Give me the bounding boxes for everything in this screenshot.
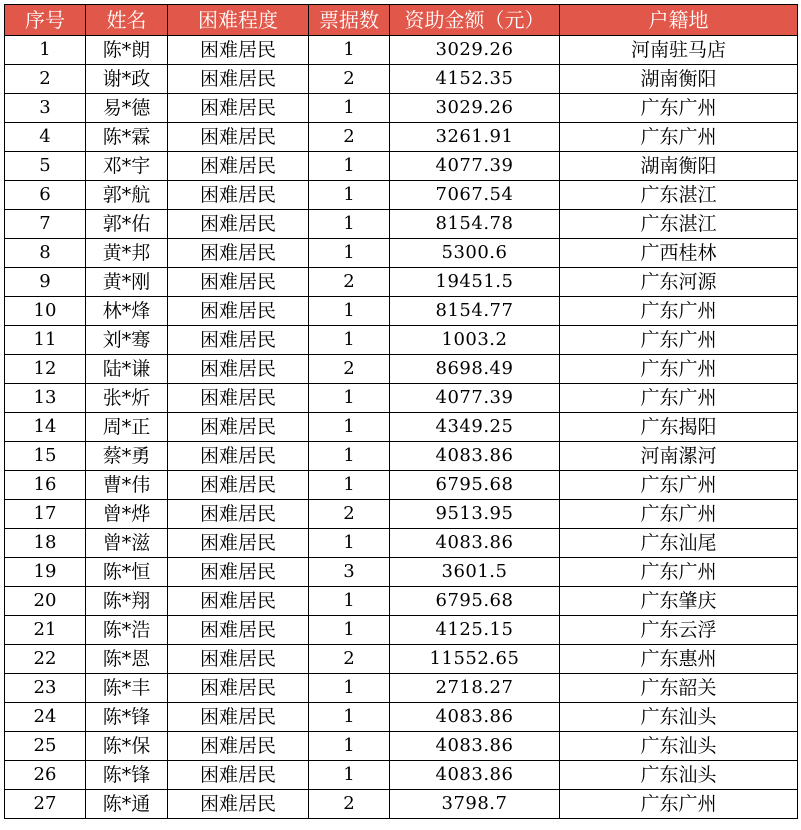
cell-amount: 2718.27 xyxy=(390,674,560,703)
cell-difficulty: 困难居民 xyxy=(168,239,309,268)
cell-name: 陈*丰 xyxy=(86,674,168,703)
cell-index: 5 xyxy=(5,152,86,181)
cell-difficulty: 困难居民 xyxy=(168,355,309,384)
cell-amount: 4083.86 xyxy=(390,761,560,790)
table-row xyxy=(5,587,798,616)
cell-receipts: 2 xyxy=(309,790,390,819)
cell-domicile: 广东肇庆 xyxy=(560,587,798,616)
table-row xyxy=(5,36,798,65)
cell-receipts: 1 xyxy=(309,326,390,355)
cell-difficulty: 困难居民 xyxy=(168,471,309,500)
cell-receipts: 2 xyxy=(309,355,390,384)
cell-name: 谢*政 xyxy=(86,65,168,94)
cell-difficulty: 困难居民 xyxy=(168,181,309,210)
cell-name: 陈*恒 xyxy=(86,558,168,587)
cell-receipts: 1 xyxy=(309,761,390,790)
cell-receipts: 2 xyxy=(309,268,390,297)
cell-name: 蔡*勇 xyxy=(86,442,168,471)
cell-index: 25 xyxy=(5,732,86,761)
cell-domicile: 广东揭阳 xyxy=(560,413,798,442)
cell-amount: 4152.35 xyxy=(390,65,560,94)
cell-difficulty: 困难居民 xyxy=(168,297,309,326)
cell-name: 曹*伟 xyxy=(86,471,168,500)
cell-amount: 5300.6 xyxy=(390,239,560,268)
cell-receipts: 1 xyxy=(309,442,390,471)
cell-receipts: 1 xyxy=(309,181,390,210)
cell-name: 周*正 xyxy=(86,413,168,442)
cell-name: 陈*霖 xyxy=(86,123,168,152)
cell-domicile: 广东广州 xyxy=(560,558,798,587)
cell-receipts: 1 xyxy=(309,210,390,239)
cell-amount: 1003.2 xyxy=(390,326,560,355)
cell-name: 曾*烨 xyxy=(86,500,168,529)
cell-index: 27 xyxy=(5,790,86,819)
cell-difficulty: 困难居民 xyxy=(168,558,309,587)
cell-amount: 7067.54 xyxy=(390,181,560,210)
cell-domicile: 河南驻马店 xyxy=(560,36,798,65)
table-row xyxy=(5,674,798,703)
cell-amount: 8154.78 xyxy=(390,210,560,239)
cell-name: 陈*浩 xyxy=(86,616,168,645)
assistance-table xyxy=(4,4,798,819)
cell-receipts: 1 xyxy=(309,732,390,761)
cell-index: 1 xyxy=(5,36,86,65)
cell-index: 23 xyxy=(5,674,86,703)
cell-receipts: 1 xyxy=(309,529,390,558)
cell-receipts: 1 xyxy=(309,384,390,413)
col-header-index: 序号 xyxy=(5,5,86,36)
table-row xyxy=(5,645,798,674)
cell-name: 张*炘 xyxy=(86,384,168,413)
cell-difficulty: 困难居民 xyxy=(168,36,309,65)
cell-name: 邓*宇 xyxy=(86,152,168,181)
cell-difficulty: 困难居民 xyxy=(168,123,309,152)
cell-index: 6 xyxy=(5,181,86,210)
cell-receipts: 1 xyxy=(309,36,390,65)
col-header-receipts: 票据数 xyxy=(309,5,390,36)
cell-difficulty: 困难居民 xyxy=(168,674,309,703)
header-row xyxy=(5,5,798,36)
cell-difficulty: 困难居民 xyxy=(168,210,309,239)
cell-difficulty: 困难居民 xyxy=(168,94,309,123)
table-row xyxy=(5,558,798,587)
cell-domicile: 广东汕头 xyxy=(560,703,798,732)
table-row xyxy=(5,790,798,819)
cell-difficulty: 困难居民 xyxy=(168,65,309,94)
cell-domicile: 广东广州 xyxy=(560,471,798,500)
cell-receipts: 2 xyxy=(309,65,390,94)
cell-domicile: 河南漯河 xyxy=(560,442,798,471)
cell-domicile: 广东惠州 xyxy=(560,645,798,674)
cell-index: 16 xyxy=(5,471,86,500)
cell-difficulty: 困难居民 xyxy=(168,761,309,790)
cell-amount: 9513.95 xyxy=(390,500,560,529)
cell-domicile: 广东广州 xyxy=(560,384,798,413)
cell-difficulty: 困难居民 xyxy=(168,268,309,297)
cell-amount: 3261.91 xyxy=(390,123,560,152)
cell-amount: 4083.86 xyxy=(390,529,560,558)
cell-receipts: 2 xyxy=(309,500,390,529)
cell-difficulty: 困难居民 xyxy=(168,703,309,732)
cell-name: 黄*刚 xyxy=(86,268,168,297)
cell-domicile: 广东广州 xyxy=(560,500,798,529)
cell-difficulty: 困难居民 xyxy=(168,413,309,442)
table-row xyxy=(5,94,798,123)
table-row xyxy=(5,181,798,210)
cell-index: 10 xyxy=(5,297,86,326)
cell-index: 15 xyxy=(5,442,86,471)
cell-difficulty: 困难居民 xyxy=(168,384,309,413)
cell-index: 13 xyxy=(5,384,86,413)
cell-receipts: 1 xyxy=(309,152,390,181)
cell-receipts: 1 xyxy=(309,471,390,500)
cell-index: 19 xyxy=(5,558,86,587)
cell-domicile: 广东广州 xyxy=(560,790,798,819)
cell-index: 18 xyxy=(5,529,86,558)
cell-domicile: 广东湛江 xyxy=(560,181,798,210)
cell-amount: 4349.25 xyxy=(390,413,560,442)
col-header-difficulty: 困难程度 xyxy=(168,5,309,36)
cell-domicile: 广东河源 xyxy=(560,268,798,297)
table-row xyxy=(5,355,798,384)
cell-receipts: 1 xyxy=(309,239,390,268)
cell-domicile: 广西桂林 xyxy=(560,239,798,268)
cell-difficulty: 困难居民 xyxy=(168,529,309,558)
cell-amount: 11552.65 xyxy=(390,645,560,674)
cell-amount: 4125.15 xyxy=(390,616,560,645)
cell-amount: 4083.86 xyxy=(390,442,560,471)
table-row xyxy=(5,384,798,413)
cell-receipts: 3 xyxy=(309,558,390,587)
table-row xyxy=(5,529,798,558)
cell-domicile: 广东汕头 xyxy=(560,761,798,790)
cell-difficulty: 困难居民 xyxy=(168,732,309,761)
cell-difficulty: 困难居民 xyxy=(168,587,309,616)
cell-domicile: 广东广州 xyxy=(560,94,798,123)
cell-domicile: 广东广州 xyxy=(560,123,798,152)
table-row xyxy=(5,761,798,790)
cell-index: 2 xyxy=(5,65,86,94)
cell-name: 陈*通 xyxy=(86,790,168,819)
cell-index: 14 xyxy=(5,413,86,442)
table-row xyxy=(5,732,798,761)
col-header-name: 姓名 xyxy=(86,5,168,36)
table-row xyxy=(5,413,798,442)
cell-amount: 4077.39 xyxy=(390,152,560,181)
table-row xyxy=(5,210,798,239)
table-row xyxy=(5,123,798,152)
cell-amount: 3601.5 xyxy=(390,558,560,587)
cell-amount: 4083.86 xyxy=(390,732,560,761)
col-header-domicile: 户籍地 xyxy=(560,5,798,36)
cell-receipts: 2 xyxy=(309,123,390,152)
cell-amount: 19451.5 xyxy=(390,268,560,297)
table-row xyxy=(5,471,798,500)
cell-amount: 6795.68 xyxy=(390,587,560,616)
cell-domicile: 广东汕头 xyxy=(560,732,798,761)
cell-difficulty: 困难居民 xyxy=(168,152,309,181)
cell-name: 陈*朗 xyxy=(86,36,168,65)
table-row xyxy=(5,268,798,297)
cell-name: 易*德 xyxy=(86,94,168,123)
cell-amount: 3029.26 xyxy=(390,94,560,123)
cell-domicile: 湖南衡阳 xyxy=(560,65,798,94)
cell-receipts: 1 xyxy=(309,703,390,732)
cell-index: 12 xyxy=(5,355,86,384)
cell-index: 20 xyxy=(5,587,86,616)
cell-name: 陈*翔 xyxy=(86,587,168,616)
cell-domicile: 广东湛江 xyxy=(560,210,798,239)
cell-domicile: 广东云浮 xyxy=(560,616,798,645)
cell-index: 26 xyxy=(5,761,86,790)
cell-amount: 8698.49 xyxy=(390,355,560,384)
cell-amount: 8154.77 xyxy=(390,297,560,326)
cell-name: 陈*保 xyxy=(86,732,168,761)
cell-receipts: 1 xyxy=(309,616,390,645)
cell-difficulty: 困难居民 xyxy=(168,616,309,645)
table-row xyxy=(5,703,798,732)
cell-index: 22 xyxy=(5,645,86,674)
cell-receipts: 1 xyxy=(309,413,390,442)
table-row xyxy=(5,65,798,94)
cell-difficulty: 困难居民 xyxy=(168,500,309,529)
cell-name: 林*烽 xyxy=(86,297,168,326)
cell-index: 21 xyxy=(5,616,86,645)
table-row xyxy=(5,297,798,326)
cell-domicile: 广东广州 xyxy=(560,355,798,384)
cell-amount: 3029.26 xyxy=(390,36,560,65)
cell-difficulty: 困难居民 xyxy=(168,442,309,471)
table-row xyxy=(5,239,798,268)
cell-index: 11 xyxy=(5,326,86,355)
cell-amount: 4077.39 xyxy=(390,384,560,413)
table-row xyxy=(5,616,798,645)
cell-index: 9 xyxy=(5,268,86,297)
table-header xyxy=(5,5,798,36)
cell-name: 郭*佑 xyxy=(86,210,168,239)
cell-index: 17 xyxy=(5,500,86,529)
cell-domicile: 广东汕尾 xyxy=(560,529,798,558)
cell-index: 7 xyxy=(5,210,86,239)
cell-receipts: 2 xyxy=(309,645,390,674)
table-row xyxy=(5,326,798,355)
table-row xyxy=(5,152,798,181)
cell-index: 4 xyxy=(5,123,86,152)
cell-domicile: 广东广州 xyxy=(560,297,798,326)
cell-amount: 3798.7 xyxy=(390,790,560,819)
cell-name: 陈*锋 xyxy=(86,761,168,790)
cell-receipts: 1 xyxy=(309,297,390,326)
cell-name: 刘*骞 xyxy=(86,326,168,355)
cell-name: 郭*航 xyxy=(86,181,168,210)
cell-index: 8 xyxy=(5,239,86,268)
cell-name: 陈*锋 xyxy=(86,703,168,732)
cell-amount: 6795.68 xyxy=(390,471,560,500)
cell-name: 黄*邦 xyxy=(86,239,168,268)
cell-name: 陈*恩 xyxy=(86,645,168,674)
cell-index: 24 xyxy=(5,703,86,732)
table-body xyxy=(5,36,798,819)
cell-domicile: 广东韶关 xyxy=(560,674,798,703)
cell-name: 曾*滋 xyxy=(86,529,168,558)
cell-receipts: 1 xyxy=(309,94,390,123)
table-row xyxy=(5,442,798,471)
cell-difficulty: 困难居民 xyxy=(168,645,309,674)
cell-name: 陆*谦 xyxy=(86,355,168,384)
cell-difficulty: 困难居民 xyxy=(168,326,309,355)
cell-domicile: 湖南衡阳 xyxy=(560,152,798,181)
cell-receipts: 1 xyxy=(309,674,390,703)
cell-domicile: 广东广州 xyxy=(560,326,798,355)
cell-difficulty: 困难居民 xyxy=(168,790,309,819)
cell-receipts: 1 xyxy=(309,587,390,616)
table-row xyxy=(5,500,798,529)
cell-index: 3 xyxy=(5,94,86,123)
col-header-amount: 资助金额（元） xyxy=(390,5,560,36)
cell-amount: 4083.86 xyxy=(390,703,560,732)
